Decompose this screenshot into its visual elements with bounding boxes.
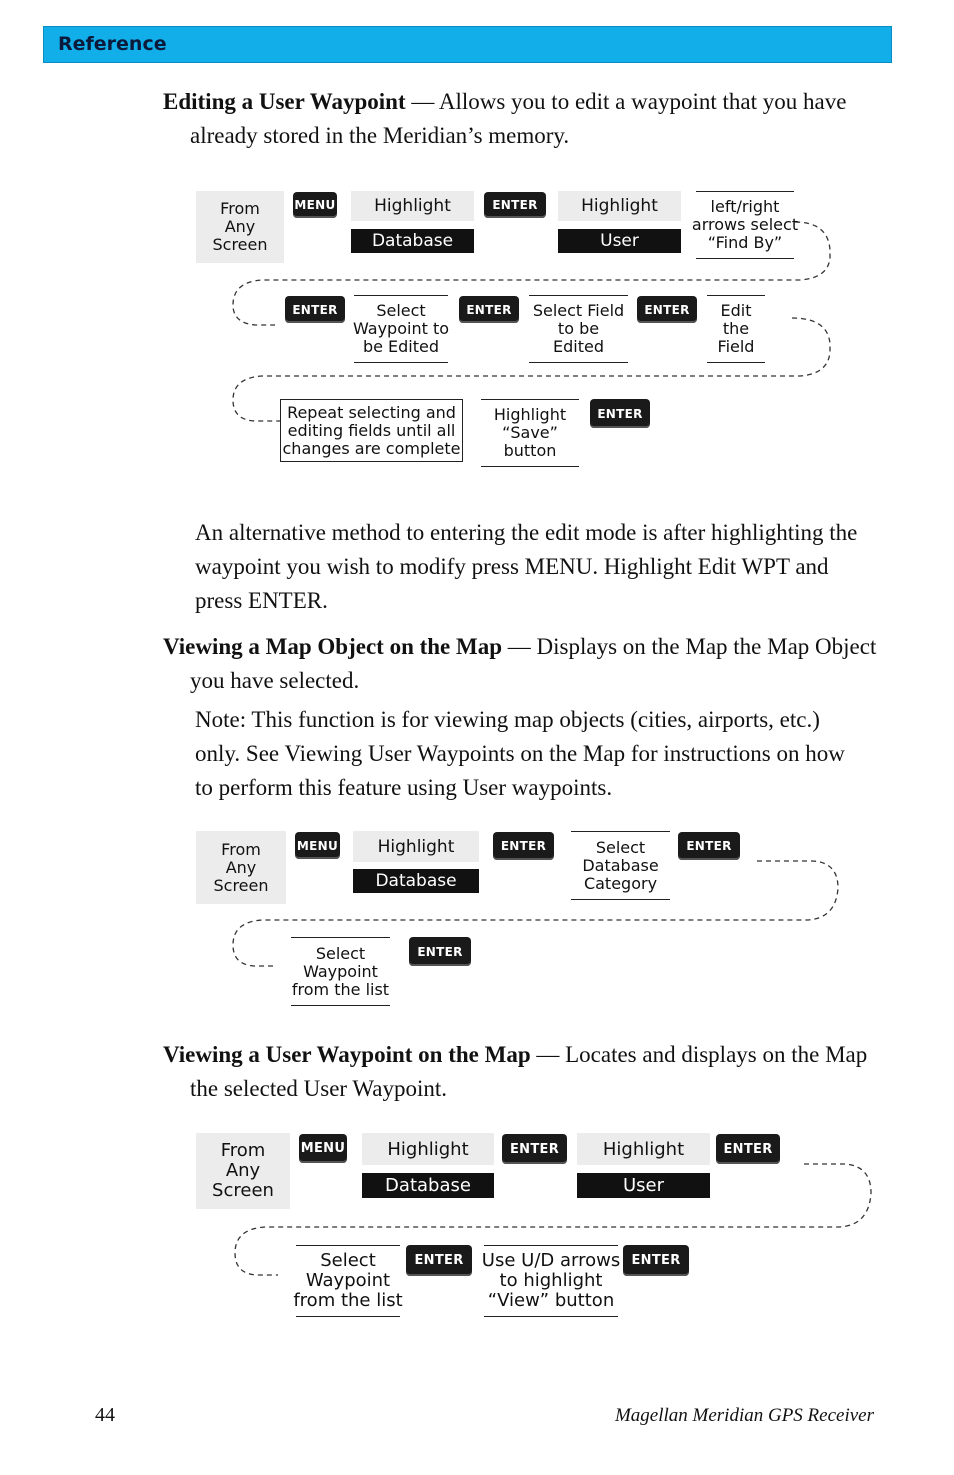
highlight-database-step: Highlight Database [351, 191, 474, 253]
enter-key-icon: ENTER [637, 296, 697, 323]
repeat-editing-step: Repeat selecting and editing fields until all changes are complete [280, 399, 463, 462]
enter-key-icon: ENTER [285, 296, 345, 323]
enter-key-icon: ENTER [502, 1134, 567, 1164]
page-number: 44 [95, 1404, 115, 1426]
select-waypoint-to-edit-step: Select Waypoint to be Edited [354, 295, 448, 363]
from-any-screen-box: From Any Screen [196, 191, 284, 263]
user-waypoint-map-heading: Viewing a User Waypoint on the Map [163, 1042, 531, 1067]
enter-key-icon: ENTER [459, 296, 519, 323]
map-object-description: — Displays on the Map the Map Object you have selected. [190, 634, 877, 693]
highlight-database-step: Highlight Database [362, 1133, 494, 1198]
select-field-to-edit-step: Select Field to be Edited [529, 295, 628, 363]
enter-key-icon: ENTER [590, 399, 650, 428]
enter-key-icon: ENTER [716, 1134, 780, 1164]
editing-waypoint-description: — Allows you to edit a waypoint that you have already stored in the Meridian’s memory. [190, 89, 847, 148]
enter-key-icon: ENTER [493, 832, 554, 860]
from-any-screen-box: From Any Screen [196, 1133, 290, 1209]
user-waypoint-map-description: — Locates and displays on the Map the selected User Waypoint. [190, 1042, 868, 1101]
document-title: Magellan Meridian GPS Receiver [614, 1405, 874, 1426]
map-object-heading: Viewing a Map Object on the Map [163, 634, 503, 659]
edit-the-field-step: Edit the Field [707, 295, 765, 363]
enter-key-icon: ENTER [623, 1245, 689, 1276]
menu-key-icon: MENU [295, 832, 340, 859]
from-any-screen-box: From Any Screen [196, 831, 286, 904]
section-header-label: Reference [58, 33, 167, 55]
select-waypoint-from-list-step: Select Waypoint from the list [291, 937, 390, 1006]
map-object-note: Note: This function is for viewing map objects (cities, airports, etc.) only. See Viewing User Waypoints on the Map for instructions on how to perform this feature using User waypoints. [195, 707, 845, 800]
editing-waypoint-heading: Editing a User Waypoint [163, 89, 406, 114]
highlight-save-button-step: Highlight “Save” button [481, 399, 579, 467]
menu-key-icon: MENU [293, 192, 337, 218]
select-waypoint-from-list-step: Select Waypoint from the list [296, 1245, 400, 1317]
enter-key-icon: ENTER [406, 1245, 472, 1276]
select-database-category-step: Select Database Category [571, 831, 670, 900]
menu-key-icon: MENU [299, 1134, 347, 1163]
highlight-database-step: Highlight Database [353, 831, 479, 893]
arrows-select-find-by-step: left/right arrows select “Find By” [696, 191, 794, 259]
use-arrows-highlight-view-step: Use U/D arrows to highlight “View” button [484, 1245, 618, 1317]
alternative-method-paragraph: An alternative method to entering the edit mode is after highlighting the waypoint you wish to modify press MENU. Highlight Edit WPT and press ENTER. [195, 520, 858, 613]
highlight-user-step: Highlight User [577, 1133, 710, 1198]
enter-key-icon: ENTER [409, 937, 471, 966]
enter-key-icon: ENTER [678, 832, 740, 860]
highlight-user-step: Highlight User [558, 191, 681, 253]
enter-key-icon: ENTER [484, 192, 546, 218]
